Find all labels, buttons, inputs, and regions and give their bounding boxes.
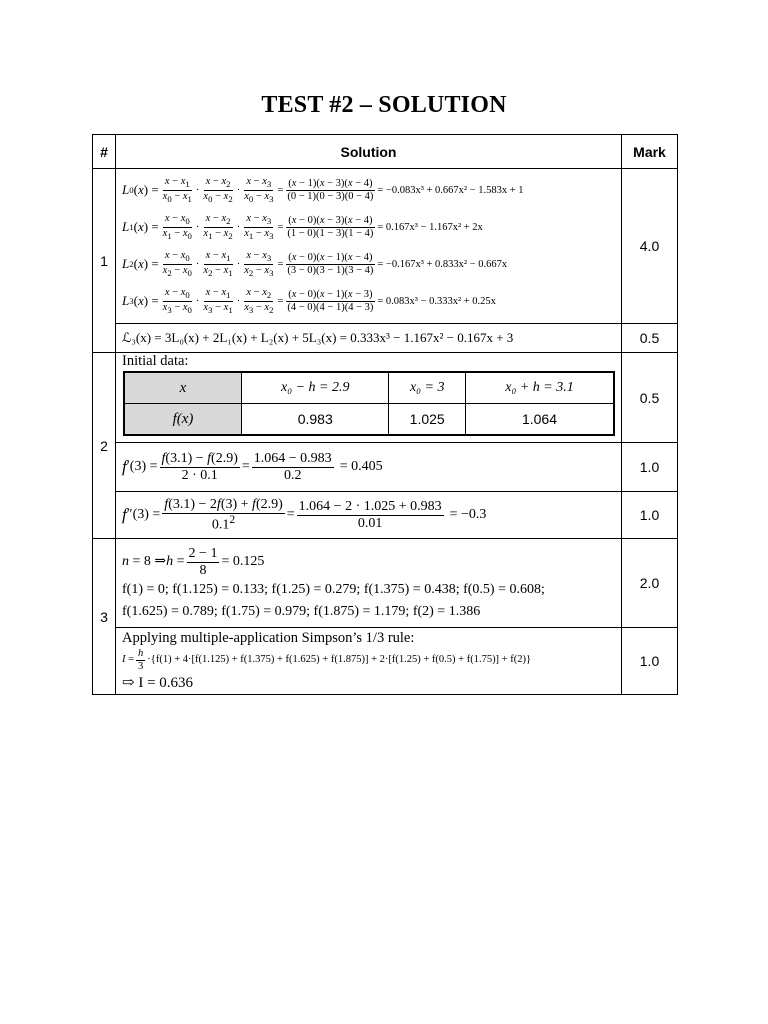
header-mark: Mark <box>622 135 678 169</box>
q1-basis-cell <box>116 169 622 324</box>
q2-row-first-derivative <box>93 443 678 492</box>
simpson-label: Applying multiple-application Simpson’s 1/3 rule: <box>122 630 415 646</box>
q2-second-derivative-cell <box>116 492 622 539</box>
header-num: # <box>93 135 116 169</box>
L3-equation: L 3 ( x ) = $\frac{x - x_0}{x_3 - x_0}$ · $x - x_1$ $x_3 - x_1$ · $x - x_2$ $x_3 - x_2$ = $\frac{(x - 0)(x - 1)(x - 3)}{(4 - 0)(4 - 1)(4 - 3)}$ = 0.083x³ − 0.333x² + 0.25x <box>122 287 496 316</box>
data-row-label: f(x) <box>124 404 242 436</box>
data-header-x0: x₀ = 3 <box>389 372 466 404</box>
initial-data-label: Initial data: <box>122 353 189 369</box>
q2-row-data <box>93 353 678 443</box>
simpson-formula: I = h 3 ·{f(1) + 4·[f(1.125) + f(1.375) + f(1.625) + f(1.875)] + 2·[f(1.25) + f(0.5) + f(1.75)] + f(2)} <box>122 648 532 672</box>
L1-equation: L 1 ( x ) = $\frac{x - x_0}{x_1 - x_0}$ · $x - x_2$ $x_1 - x_2$ · $x - x_3$ $x_1 - x_3$ = $\frac{(x - 0)(x - 3)(x - 4)}{(1 - 0)(1 - 3)(1 - 4)}$ = 0.167x³ − 1.167x² + 2x <box>122 213 483 242</box>
simpson-formula-body: ·{f(1) + 4·[f(1.125) + f(1.375) + f(1.625) + f(1.875)] + 2·[f(1.25) + f(0.5) + f(1.75)] + f(2)} <box>147 654 532 666</box>
L2-equation: L 2 ( x ) = $\frac{x - x_0}{x_2 - x_0}$ · $x - x_1$ $x_2 - x_1$ · $x - x_3$ $x_2 - x_3$ = $\frac{(x - 0)(x - 1)(x - 4)}{(3 - 0)(3 - 1)(3 - 4)}$ = −0.167x³ + 0.833x² − 0.667x <box>122 250 508 279</box>
q3-mark-simpson: 1.0 <box>622 628 678 695</box>
second-derivative-result: = −0.3 <box>449 507 487 523</box>
q3-row-simpson <box>93 628 678 695</box>
solution-table <box>92 134 678 695</box>
data-value: 0.983 <box>242 404 389 436</box>
L3-result: = 0.083x³ − 0.333x² + 0.25x <box>377 295 496 307</box>
q3-values-cell <box>116 539 622 628</box>
interpolant-equation: ℒ₃(x) = 3L₀(x) + 2L₁(x) + L₂(x) + 5L₃(x) = 0.333x³ − 1.167x² − 0.167x + 3 <box>122 329 514 345</box>
q3-simpson-cell <box>116 628 622 695</box>
data-value: 1.025 <box>389 404 466 436</box>
q1-number: 1 <box>93 169 116 353</box>
q2-data-cell <box>116 353 622 443</box>
q1-mark-interp: 0.5 <box>622 324 678 353</box>
second-derivative-equation: f ″(3) = f(3.1) − 2f(3) + f(2.9) $0.1^2$ = 1.064 − 2 · 1.025 + 0.983 0.01 = −0.3 <box>122 497 487 533</box>
q2-number: 2 <box>93 353 116 539</box>
data-header-x: x <box>124 372 242 404</box>
first-derivative-equation: f ′(3) = f(3.1) − f(2.9) 2 · 0.1 = 1.064 − 0.983 0.2 = 0.405 <box>122 451 383 483</box>
first-derivative-result: = 0.405 <box>339 459 383 475</box>
q2-mark-data: 0.5 <box>622 353 678 443</box>
q3-row-values <box>93 539 678 628</box>
L1-result: = 0.167x³ − 1.167x² + 2x <box>377 221 483 233</box>
step-size-result: = 0.125 <box>221 554 265 570</box>
simpson-result: ⇨ I = 0.636 <box>122 675 194 692</box>
q1-mark-basis: 4.0 <box>622 169 678 324</box>
L0-equation: L 0 ( x ) = $\frac{x - x_1}{x_0 - x_1}$ · $x - x_2$ $x_0 - x_2$ · $x - x_3$ $x_0 - x_3$ = $\frac{(x - 1)(x - 3)(x - 4)}{(0 - 1)(0 - 3)(0 - 4)}$ = −0.083x³ + 0.667x² − 1.583x + 1 <box>122 176 524 205</box>
q1-interp-cell <box>116 324 622 353</box>
data-value: 1.064 <box>465 404 614 436</box>
initial-data-table <box>123 371 615 436</box>
q2-mark-first-derivative: 1.0 <box>622 443 678 492</box>
data-header-x0-plus-h: x₀ + h = 3.1 <box>465 372 614 404</box>
L0-result: = −0.083x³ + 0.667x² − 1.583x + 1 <box>377 184 524 196</box>
q3-number: 3 <box>93 539 116 695</box>
q1-row-interp <box>93 324 678 353</box>
table-header-row <box>93 135 678 169</box>
data-header-x0-minus-h: x₀ − h = 2.9 <box>242 372 389 404</box>
header-solution: Solution <box>116 135 622 169</box>
function-values-line-2: f(1.625) = 0.789; f(1.75) = 0.979; f(1.875) = 1.179; f(2) = 1.386 <box>122 603 481 619</box>
q2-row-second-derivative <box>93 492 678 539</box>
q1-row-basis <box>93 169 678 324</box>
step-size-equation: n = 8 ⇒ h = $\frac{2 - 1}{8}$ = 0.125 <box>122 546 265 578</box>
page-title: TEST #2 – SOLUTION <box>261 92 507 118</box>
q2-mark-second-derivative: 1.0 <box>622 492 678 539</box>
L2-result: = −0.167x³ + 0.833x² − 0.667x <box>377 258 508 270</box>
q2-first-derivative-cell <box>116 443 622 492</box>
q3-mark-values: 2.0 <box>622 539 678 628</box>
function-values-line-1: f(1) = 0; f(1.125) = 0.133; f(1.25) = 0.279; f(1.375) = 0.438; f(0.5) = 0.608; <box>122 581 545 597</box>
